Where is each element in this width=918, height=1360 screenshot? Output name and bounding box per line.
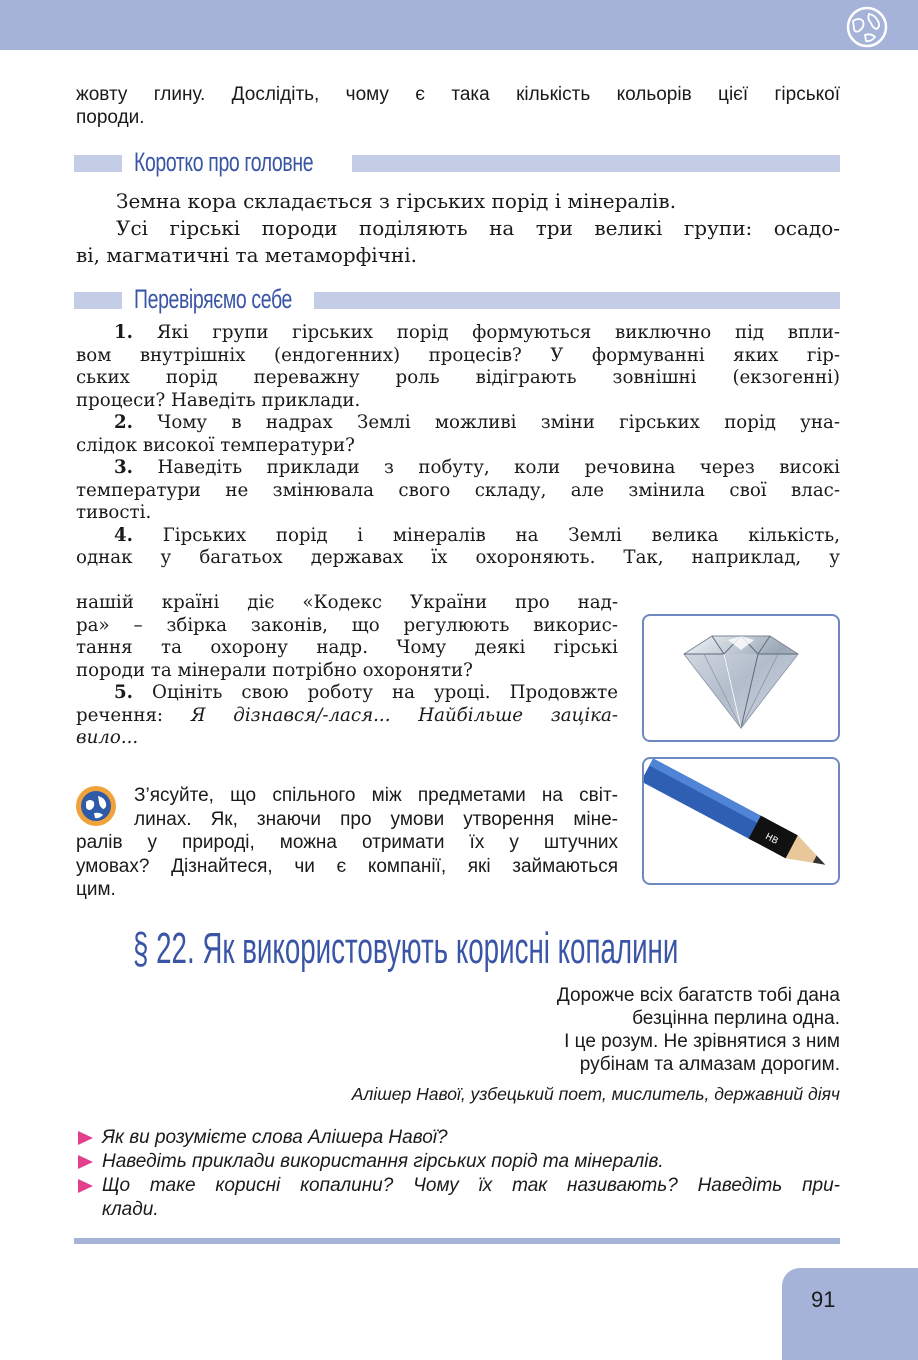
- question-3: 3. Наведіть приклади з побуту, коли речовина через високі температури не змінювала свого складу, але змінила свої влас- тивості.: [76, 457, 840, 523]
- summary-text: [76, 188, 840, 269]
- question-5: 5. Оцініть свою роботу на уроці. Продовжте речення: Я дізнався/-лася... Найбільше заціка- вило...: [76, 682, 618, 748]
- epigraph-author: Алішер Навої, узбецький поет, мислитель, державний діяч: [351, 1084, 840, 1104]
- top-header-bar: [0, 0, 918, 50]
- arrow-bullet-icon: [78, 1155, 93, 1169]
- selfcheck-questions: [76, 322, 840, 570]
- page-number: 91: [811, 1287, 836, 1312]
- intro-line-1: жовту глину. Дослідіть, чому є така кількість кольорів цієї гірської: [76, 84, 840, 105]
- task-text: З’ясуйте, що спільного між предметами на світ- линах. Як, знаючи про умови утворення міне- ралів у природі, можна отримати їх у штучних умовах? Дізнайтеся, чи є компанії, які займаються цим.: [76, 785, 618, 900]
- summary-line-1: Земна кора складається з гірських порід і мінералів.: [116, 189, 677, 213]
- page-number-tab: [782, 1268, 918, 1360]
- question-4: 4. Гірських порід і мінералів на Землі велика кількість, однак у багатьох державах їх охороняють. Так, наприклад, у: [76, 524, 840, 568]
- epigraph: Дорожче всіх багатств тобі дана безцінна перлина одна. І це розум. Не зрівнятися з ним рубінам та алмазам дорогим.: [556, 985, 840, 1075]
- list-item: Що таке корисні копалини? Чому їх так називають? Наведіть при- клади.: [76, 1174, 840, 1222]
- question-2: 2. Чому в надрах Землі можливі зміни гірських порід уна- слідок високої температури?: [76, 412, 840, 456]
- diamond-icon: [644, 616, 838, 740]
- question-1: 1. Які групи гірських порід формуються виключно під впли- вом внутрішніх (ендогенних) процесів? У формуванні яких гір- ських порід переважну роль відіграють зовнішні (екзогенні) процеси? Наведіть приклади.: [76, 322, 840, 411]
- arrow-bullet-icon: [78, 1179, 93, 1193]
- summary-line-2: Усі гірські породи поділяють на три великі групи: осадо-: [116, 216, 840, 240]
- intro-line-2: породи.: [76, 107, 145, 128]
- list-item: Наведіть приклади використання гірських порід та мінералів.: [76, 1150, 840, 1174]
- list-item: Як ви розумієте слова Алішера Навої?: [76, 1126, 840, 1150]
- summary-section-header: [74, 147, 840, 177]
- pencil-icon: [644, 759, 838, 883]
- pencil-photo: [642, 757, 840, 885]
- summary-title: Коротко про головне: [134, 147, 314, 177]
- section-heading: § 22. Як використовують корисні копалини: [133, 924, 679, 973]
- bottom-divider: [74, 1238, 840, 1244]
- diamond-photo: [642, 614, 840, 742]
- globe-icon: [845, 5, 889, 49]
- pencil-label: HB: [763, 831, 780, 847]
- selfcheck-section-header: [74, 284, 840, 314]
- summary-line-3: ві, магматичні та метаморфічні.: [76, 243, 417, 267]
- intro-paragraph: [76, 83, 840, 129]
- narrow-column-text: нашій країні діє «Кодекс України про над- ра» – збірка законів, що регулюють викорис- тання та охорону надр. Чому деякі гірські породи та мінерали потрібно охороняти? 5. Оцініть свою роботу на уроці. Продовжте речення: Я дізнався/-лася... Найбільше заціка- вило...: [76, 592, 618, 748]
- intro-questions: [76, 1126, 840, 1222]
- selfcheck-title: Перевіряємо себе: [134, 284, 292, 314]
- arrow-bullet-icon: [78, 1131, 93, 1145]
